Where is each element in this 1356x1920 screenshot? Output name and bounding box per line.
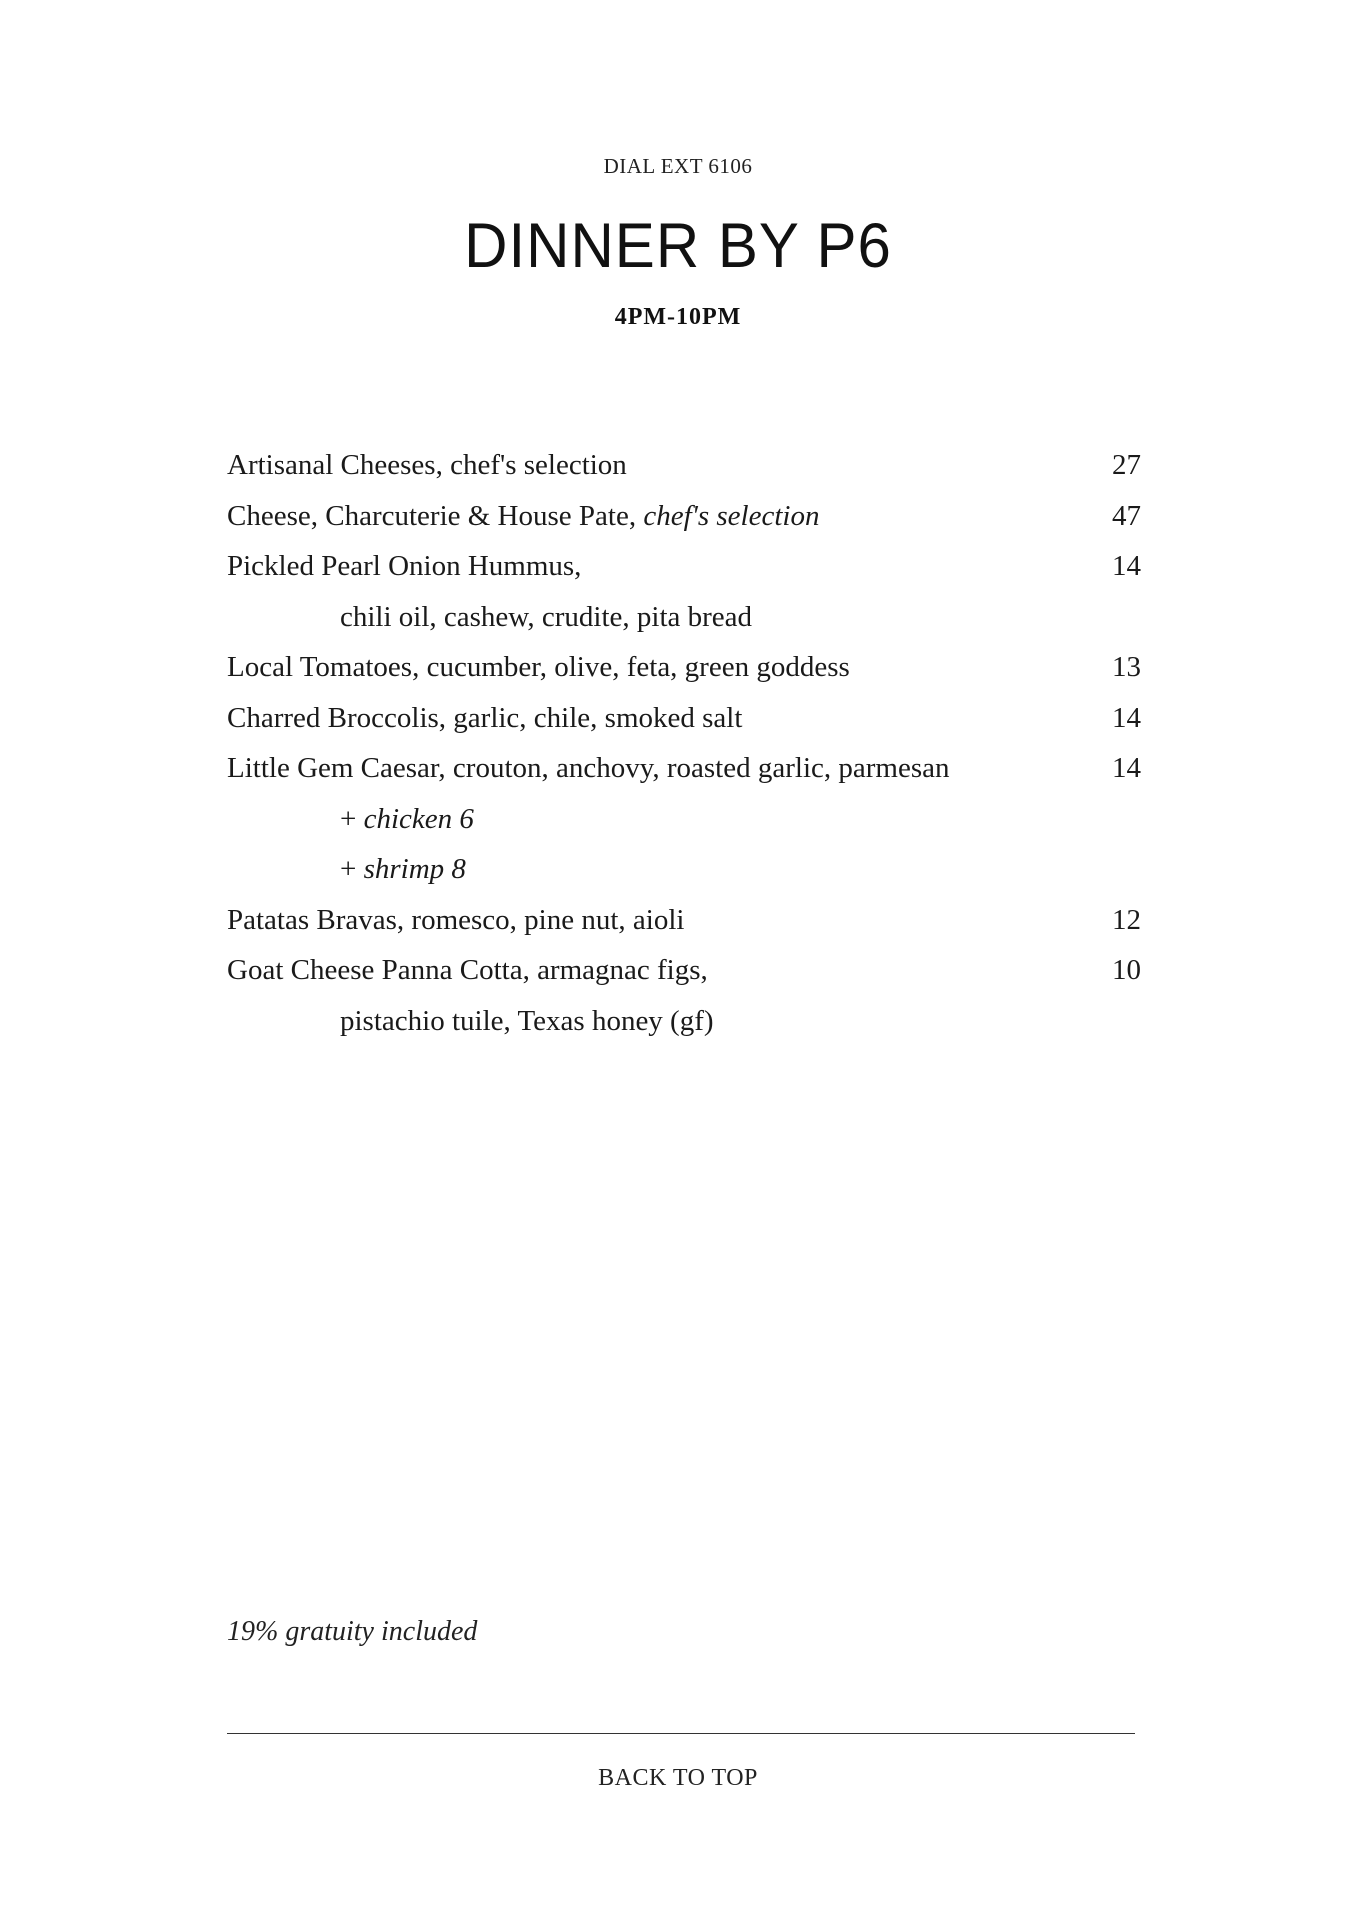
service-hours: 4PM-10PM [614, 304, 742, 330]
menu-item-name: Pickled Pearl Onion Hummus, [227, 550, 582, 582]
menu-addon-text: chicken 6 [363, 802, 474, 835]
menu-item-charred-broccolis [227, 693, 1141, 744]
back-to-top-link[interactable]: BACK TO TOP [598, 1765, 758, 1791]
menu-addon-prefix: + [340, 853, 364, 885]
menu-item-name: Charred Broccolis, garlic, chile, smoked salt [227, 701, 743, 734]
menu-addon [340, 794, 474, 845]
menu-item-price: 14 [1112, 752, 1141, 784]
menu-item-name: Goat Cheese Panna Cotta, armagnac figs, [227, 954, 708, 986]
menu-list [227, 440, 1141, 1046]
menu-item-description: chili oil, cashew, crudite, pita bread [340, 600, 753, 633]
menu-item-price: 14 [1112, 701, 1141, 734]
menu-item-price: 10 [1112, 954, 1141, 986]
menu-addon-prefix: + [340, 802, 364, 835]
divider [227, 1733, 1135, 1734]
menu-item-goat-cheese-panna-cotta [227, 945, 1141, 996]
menu-item-price: 13 [1112, 651, 1141, 683]
menu-item-name: Local Tomatoes, cucumber, olive, feta, green goddess [227, 651, 850, 683]
menu-addon-text: shrimp 8 [363, 853, 466, 885]
gratuity-note: 19% gratuity included [227, 1616, 478, 1647]
menu-item-name-text: Cheese, Charcuterie & House Pate, [227, 499, 644, 532]
page-title: DINNER BY P6 [464, 210, 892, 281]
menu-item-artisanal-cheeses [227, 440, 1141, 491]
menu-item-cheese-charcuterie [227, 491, 1141, 542]
menu-item-local-tomatoes [227, 642, 1141, 693]
menu-item-price: 47 [1112, 499, 1141, 532]
menu-item-little-gem-caesar [227, 743, 1141, 794]
menu-item-name: Artisanal Cheeses, chef's selection [227, 449, 627, 481]
menu-item-panna-cotta-details [227, 996, 1141, 1047]
dial-extension: DIAL EXT 6106 [603, 154, 753, 178]
menu-addon-shrimp [227, 844, 1141, 895]
menu-item-hummus [227, 541, 1141, 592]
menu-item-price: 12 [1112, 903, 1141, 936]
menu-item-name-italic: chef's selection [643, 499, 820, 532]
menu-item-price: 27 [1112, 449, 1141, 481]
menu-item-patatas-bravas [227, 895, 1141, 946]
menu-item-name: Little Gem Caesar, crouton, anchovy, roasted garlic, parmesan [227, 752, 950, 784]
menu-addon-chicken [227, 794, 1141, 845]
menu-item-price: 14 [1112, 550, 1141, 582]
menu-item-hummus-details [227, 592, 1141, 643]
menu-item-name: Patatas Bravas, romesco, pine nut, aioli [227, 903, 685, 936]
menu-addon [340, 844, 466, 895]
menu-item-description: pistachio tuile, Texas honey (gf) [340, 1004, 714, 1037]
menu-item-name [227, 491, 819, 542]
